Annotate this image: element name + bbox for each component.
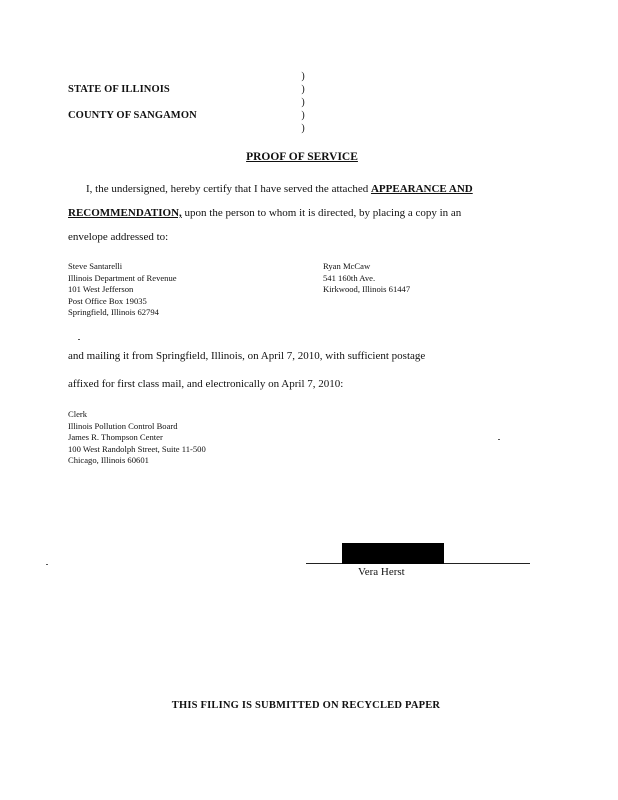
speck (78, 339, 80, 340)
clerk-address (68, 409, 206, 467)
footer-note: THIS FILING IS SUBMITTED ON RECYCLED PAPER (171, 700, 441, 711)
address-line: Post Office Box 19035 (68, 295, 147, 306)
mailing-line-2: affixed for first class mail, and electronically on April 7, 2010: (68, 378, 344, 390)
paren: ) (301, 123, 305, 134)
intro-text: I, the undersigned, hereby certify that I have served the attached (86, 183, 371, 195)
recipient-address-2 (323, 261, 410, 296)
recipient-address-1 (68, 261, 177, 319)
address-line: Illinois Department of Revenue (68, 272, 177, 283)
speck (46, 564, 48, 565)
paren: ) (301, 84, 305, 95)
address-line: 100 West Randolph Street, Suite 11-500 (68, 443, 206, 454)
address-line: Kirkwood, Illinois 61447 (323, 284, 411, 295)
paren: ) (301, 71, 305, 82)
document-name: APPEARANCE AND (370, 183, 473, 195)
county-caption: COUNTY OF SANGAMON (68, 110, 197, 121)
address-line: Illinois Pollution Control Board (68, 420, 178, 431)
intro-line-3: envelope addressed to: (68, 231, 169, 243)
paren: ) (301, 97, 305, 108)
paren: ) (301, 110, 305, 121)
caption-parentheses (298, 70, 308, 135)
address-line: Steve Santarelli (68, 261, 123, 271)
speck (498, 439, 500, 440)
signature-label: Vera Herst (358, 566, 405, 578)
address-line: 541 160th Ave. (323, 272, 376, 283)
address-line: Chicago, Illinois 60601 (68, 455, 149, 466)
address-line: Ryan McCaw (323, 261, 371, 271)
redacted-signature (342, 543, 444, 564)
address-line: James R. Thompson Center (68, 432, 163, 443)
page-title: PROOF OF SERVICE (246, 151, 358, 163)
mailing-line-1: and mailing it from Springfield, Illinois, on April 7, 2010, with sufficient postage (68, 350, 426, 362)
document-name: RECOMMENDATION, (68, 207, 182, 219)
address-line: 101 West Jefferson (68, 284, 134, 295)
address-line: Clerk (68, 409, 88, 419)
intro-line-1 (86, 183, 473, 195)
address-line: Springfield, Illinois 62794 (68, 307, 159, 318)
intro-text: upon the person to whom it is directed, by placing a copy in an (181, 207, 462, 219)
intro-line-2 (68, 207, 461, 219)
state-caption: STATE OF ILLINOIS (68, 84, 170, 95)
